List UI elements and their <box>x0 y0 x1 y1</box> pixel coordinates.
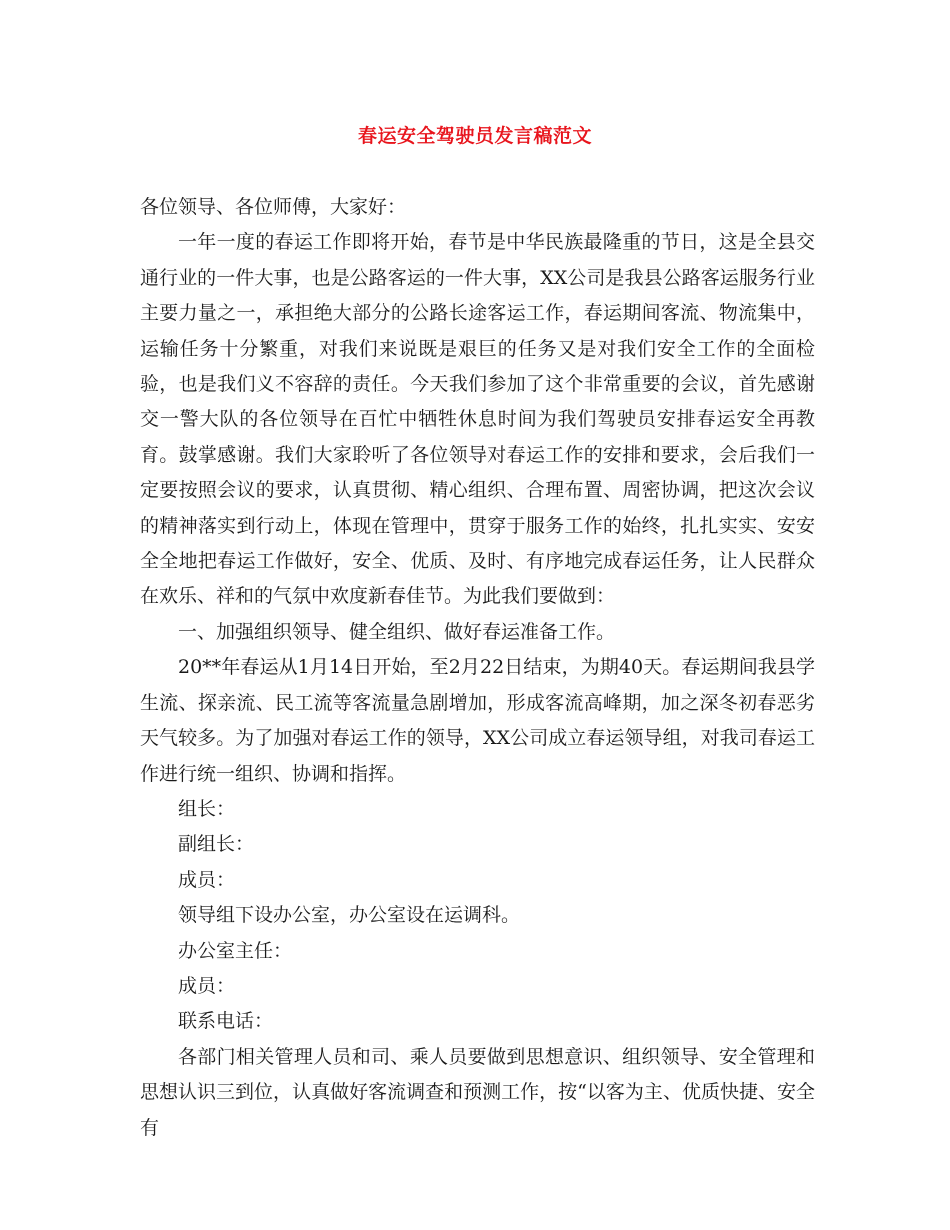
paragraph-intro: 一年一度的春运工作即将开始，春节是中华民族最隆重的节日，这是全县交通行业的一件大事，也是公路客运的一件大事，XX公司是我县公路客运服务行业主要力量之一，承担绝大部分的公路长途客运工作，春运期间客流、物流集中，运输任务十分繁重，对我们来说既是艰巨的任务又是对我们安全工作的全面检验，也是我们义不容辞的责任。今天我们参加了这个非常重要的会议，首先感谢交一警大队的各位领导在百忙中牺牲休息时间为我们驾驶员安排春运安全再教育。鼓掌感谢。我们大家聆听了各位领导对春运工作的安排和要求，会后我们一定要按照会议的要求，认真贯彻、精心组织、合理布置、周密协调，把这次会议的精神落实到行动上，体现在管理中，贯穿于服务工作的始终，扎扎实实、安安全全地把春运工作做好，安全、优质、及时、有序地完成春运任务，让人民群众在欢乐、祥和的气氛中欢度新春佳节。为此我们要做到： <box>140 231 815 608</box>
paragraph-office: 领导组下设办公室，办公室设在运调科。 <box>178 904 521 927</box>
field-members: 成员： <box>178 868 236 891</box>
paragraph-schedule: 20**年春运从1月14日开始，至2月22日结束，为期40天。春运期间我县学生流、探亲流、民工流等客流量急剧增加，形成客流高峰期，加之深冬初春恶劣天气较多。为了加强对春运工作的领导，XX公司成立春运领导组，对我司春运工作进行统一组织、协调和指挥。 <box>140 656 815 785</box>
document-title: 春运安全驾驶员发言稿范文 <box>357 125 592 147</box>
field-contact-phone: 联系电话： <box>178 1010 274 1033</box>
field-group-leader: 组长： <box>178 797 236 820</box>
paragraph-requirements: 各部门相关管理人员和司、乘人员要做到思想意识、组织领导、安全管理和思想认识三到位，认真做好客流调查和预测工作，按“以客为主、优质快捷、安全有 <box>140 1045 815 1139</box>
field-deputy-leader: 副组长： <box>178 833 255 856</box>
document-body <box>140 190 815 1146</box>
field-office-members: 成员： <box>178 974 236 997</box>
section-heading-1: 一、加强组织领导、健全组织、做好春运准备工作。 <box>178 620 616 643</box>
field-office-director: 办公室主任： <box>178 939 293 962</box>
greeting: 各位领导、各位师傅，大家好： <box>140 196 407 218</box>
